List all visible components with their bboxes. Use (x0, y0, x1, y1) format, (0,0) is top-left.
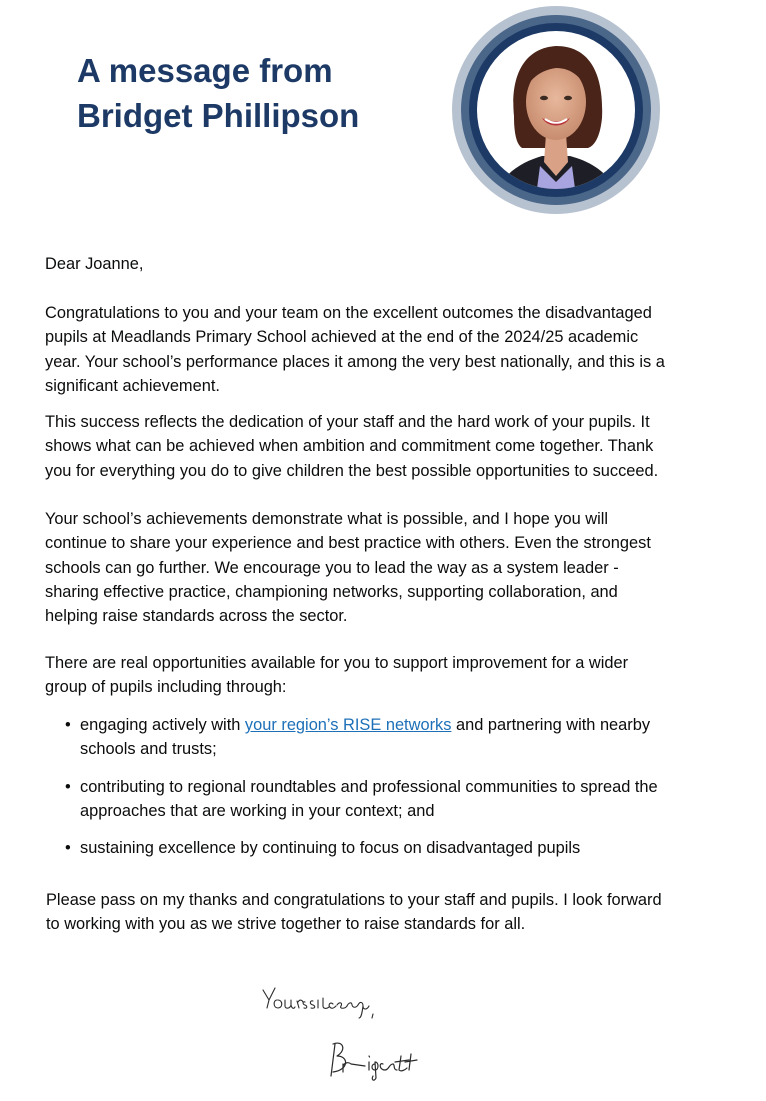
paragraph-dedication: This success reflects the dedication of your staff and the hard work of your pupils. It shows what can be achieved when ambition and commitment come together. Thank you for everything you do to give children the best possible opportunities to succeed. (45, 413, 659, 480)
paragraph-opportunities: There are real opportunities available for you to support improvement for a wider group of pupils including through: (45, 654, 629, 697)
title-line-1: A message from (77, 52, 333, 89)
handwritten-signature (255, 978, 455, 1088)
list-item-text-after: and partnering with nearby schools and trusts; (80, 716, 651, 759)
signature-name (331, 1043, 417, 1080)
list-item (45, 713, 665, 762)
paragraph-congratulations: Congratulations to you and your team on the excellent outcomes the disadvantaged pupils at Meadlands Primary School achieved at the end of the 2024/25 academic year. Your school’s performance places it among the very best nationally, and this is a significant achievement. (45, 304, 665, 395)
list-item-text-before: engaging actively with (80, 716, 245, 734)
list-item-text: contributing to regional roundtables and professional communities to spread the approaches that are working in your context; and (80, 777, 658, 820)
list-item-text: sustaining excellence by continuing to focus on disadvantaged pupils (80, 839, 581, 858)
opportunities-list (45, 713, 665, 873)
signature-closing (263, 988, 373, 1018)
greeting: Dear Joanne, (45, 255, 144, 273)
bullet-icon: • (65, 839, 71, 858)
rise-networks-link[interactable]: your region’s RISE networks (244, 716, 452, 734)
title-line-2: Bridget Phillipson (77, 97, 360, 134)
paragraph-achievements: Your school’s achievements demonstrate what is possible, and I hope you will continue to share your experience and best practice with others. Even the strongest schools can go further. We encourage you to lead the way as a system leader - sharing effective practice, championing networks, supporting collaboration, and helping raise standards across the sector. (45, 510, 651, 626)
bullet-icon: • (65, 716, 71, 734)
list-item (45, 775, 665, 824)
page-title (77, 48, 359, 138)
bullet-icon: • (65, 777, 71, 796)
portrait-avatar (452, 6, 660, 214)
paragraph-thanks: Please pass on my thanks and congratulations to your staff and pupils. I look forward to working with you as we strive together to raise standards for all. (46, 891, 662, 934)
list-item (45, 836, 665, 860)
